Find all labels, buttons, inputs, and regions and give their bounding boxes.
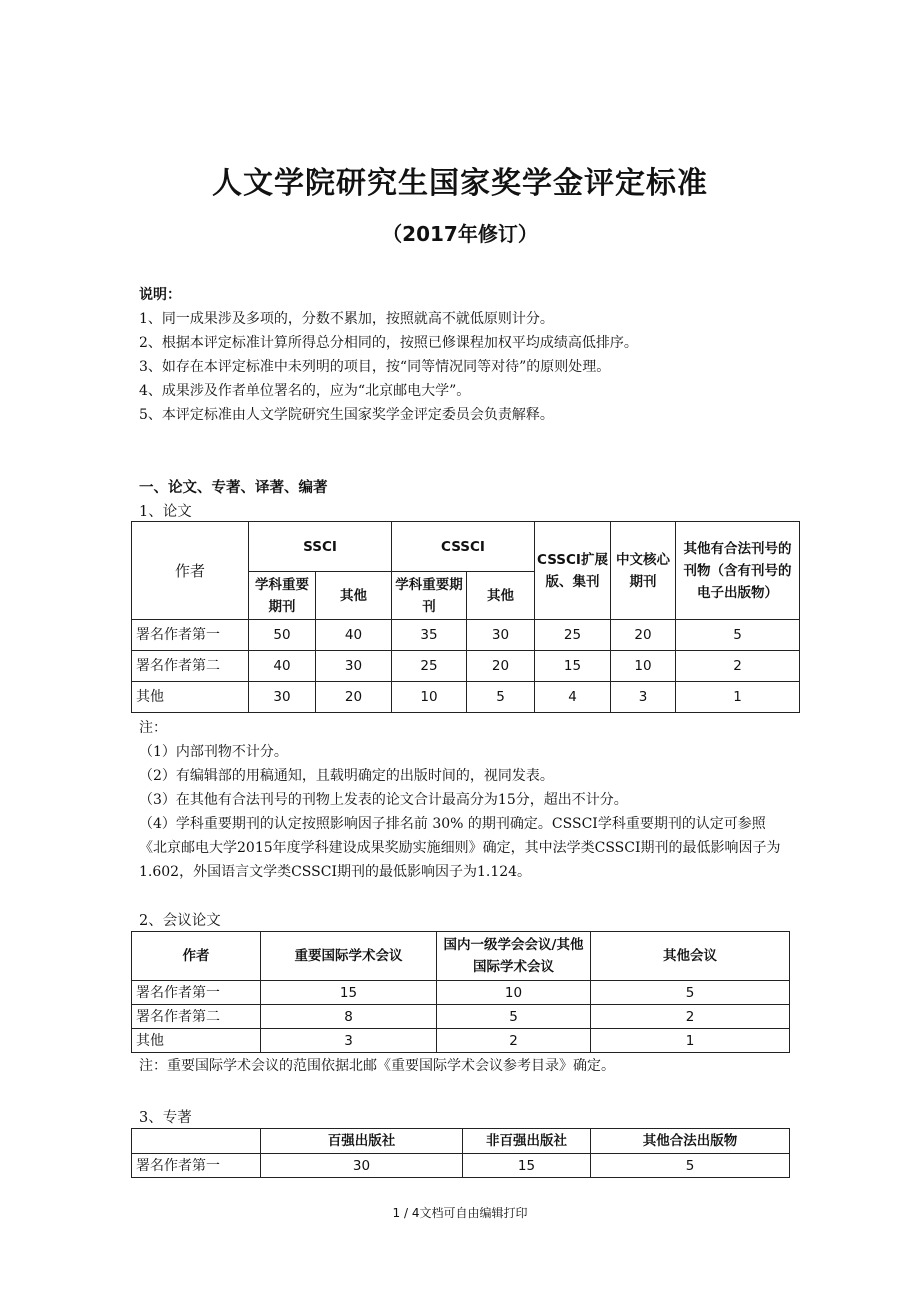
- note-line: （4）学科重要期刊的认定按照影响因子排名前 30% 的期刊确定。CSSCI学科重要期刊的认定可参照《北京邮电大学2015年度学科建设成果奖励实施细则》确定，其中法学类CSSCI期刊的最低影响因子为1.602，外国语言文学类CSSCI期刊的最低影响因子为1.124。: [139, 816, 781, 880]
- header-ssci-key: 学科重要期刊: [249, 572, 316, 620]
- score-cell: 30: [261, 1154, 463, 1178]
- header-cssci: CSSCI: [392, 522, 535, 572]
- instruction-item: 1、同一成果涉及多项的，分数不累加，按照就高不就低原则计分。: [139, 311, 554, 327]
- score-cell: 5: [676, 620, 800, 651]
- score-cell: 5: [591, 981, 790, 1005]
- score-cell: 2: [676, 651, 800, 682]
- score-cell: 5: [437, 1005, 591, 1029]
- score-cell: 15: [535, 651, 611, 682]
- score-cell: 15: [261, 981, 437, 1005]
- score-cell: 8: [261, 1005, 437, 1029]
- score-cell: 10: [611, 651, 676, 682]
- score-cell: 30: [467, 620, 535, 651]
- table-row: [132, 682, 800, 713]
- score-cell: 3: [261, 1029, 437, 1053]
- instruction-item: 2、根据本评定标准计算所得总分相同的，按照已修课程加权平均成绩高低排序。: [139, 335, 638, 351]
- row-label: 署名作者第一: [132, 1154, 261, 1178]
- monograph-score-table: [131, 1128, 790, 1178]
- score-cell: 20: [611, 620, 676, 651]
- instructions-block: [139, 283, 799, 427]
- row-label: 其他: [132, 1029, 261, 1053]
- row-label: 署名作者第二: [132, 651, 249, 682]
- score-cell: 20: [467, 651, 535, 682]
- note-line: 注：: [139, 720, 167, 736]
- header-other-legal: 其他有合法刊号的刊物（含有刊号的电子出版物）: [676, 522, 800, 620]
- score-cell: 50: [249, 620, 316, 651]
- header-top100-publisher: 百强出版社: [261, 1129, 463, 1154]
- header-intl-conference: 重要国际学术会议: [261, 932, 437, 981]
- header-cssci-key: 学科重要期刊: [392, 572, 467, 620]
- row-label: 其他: [132, 682, 249, 713]
- score-cell: 20: [316, 682, 392, 713]
- header-other-publication: 其他合法出版物: [591, 1129, 790, 1154]
- header-ssci: SSCI: [249, 522, 392, 572]
- header-other-conference: 其他会议: [591, 932, 790, 981]
- row-label: 署名作者第一: [132, 620, 249, 651]
- header-non-top100-publisher: 非百强出版社: [463, 1129, 591, 1154]
- header-domestic-conference: 国内一级学会会议/其他国际学术会议: [437, 932, 591, 981]
- score-cell: 5: [467, 682, 535, 713]
- note-line: （3）在其他有合法刊号的刊物上发表的论文合计最高分为15分，超出不计分。: [139, 792, 628, 808]
- table-row: [132, 1154, 790, 1178]
- score-cell: 10: [392, 682, 467, 713]
- document-subtitle: （2017年修订）: [382, 222, 538, 246]
- score-cell: 30: [249, 682, 316, 713]
- header-ssci-other: 其他: [316, 572, 392, 620]
- score-cell: 4: [535, 682, 611, 713]
- score-cell: 5: [591, 1154, 790, 1178]
- instruction-item: 4、成果涉及作者单位署名的，应为“北京邮电大学”。: [139, 383, 471, 399]
- score-cell: 25: [535, 620, 611, 651]
- table-row: [132, 981, 790, 1005]
- row-label: 署名作者第二: [132, 1005, 261, 1029]
- score-cell: 30: [316, 651, 392, 682]
- score-cell: 3: [611, 682, 676, 713]
- subsection-monograph: 3、专著: [139, 1110, 192, 1126]
- papers-score-table: [131, 521, 800, 713]
- header-cssci-extended: CSSCI扩展版、集刊: [535, 522, 611, 620]
- header-cssci-other: 其他: [467, 572, 535, 620]
- score-cell: 40: [249, 651, 316, 682]
- subsection-conference: 2、会议论文: [139, 913, 221, 929]
- table-row: [132, 620, 800, 651]
- row-label: 署名作者第一: [132, 981, 261, 1005]
- subsection-papers: 1、论文: [139, 504, 192, 520]
- score-cell: 35: [392, 620, 467, 651]
- score-cell: 25: [392, 651, 467, 682]
- page-footer: 1 / 4文档可自由编辑打印: [392, 1206, 528, 1220]
- score-cell: 40: [316, 620, 392, 651]
- score-cell: 2: [437, 1029, 591, 1053]
- conference-score-table: [131, 931, 790, 1053]
- instruction-item: 5、本评定标准由人文学院研究生国家奖学金评定委员会负责解释。: [139, 407, 554, 423]
- header-core-journal: 中文核心期刊: [611, 522, 676, 620]
- papers-notes: [139, 716, 789, 884]
- table-row: [132, 1005, 790, 1029]
- header-author: 作者: [132, 522, 249, 620]
- score-cell: 1: [676, 682, 800, 713]
- note-line: （1）内部刊物不计分。: [139, 744, 288, 760]
- score-cell: 10: [437, 981, 591, 1005]
- section-title: 一、论文、专著、译著、编著: [139, 480, 328, 496]
- instructions-heading: 说明：: [139, 287, 181, 303]
- table-row: [132, 651, 800, 682]
- score-cell: 2: [591, 1005, 790, 1029]
- score-cell: 1: [591, 1029, 790, 1053]
- instruction-item: 3、如存在本评定标准中未列明的项目，按“同等情况同等对待”的原则处理。: [139, 359, 611, 375]
- note-line: （2）有编辑部的用稿通知，且载明确定的出版时间的，视同发表。: [139, 768, 554, 784]
- conference-note: 注：重要国际学术会议的范围依据北邮《重要国际学术会议参考目录》确定。: [139, 1058, 615, 1074]
- header-author: 作者: [132, 932, 261, 981]
- document-title: 人文学院研究生国家奖学金评定标准: [212, 166, 708, 201]
- score-cell: 15: [463, 1154, 591, 1178]
- header-empty: [132, 1129, 261, 1154]
- table-row: [132, 1029, 790, 1053]
